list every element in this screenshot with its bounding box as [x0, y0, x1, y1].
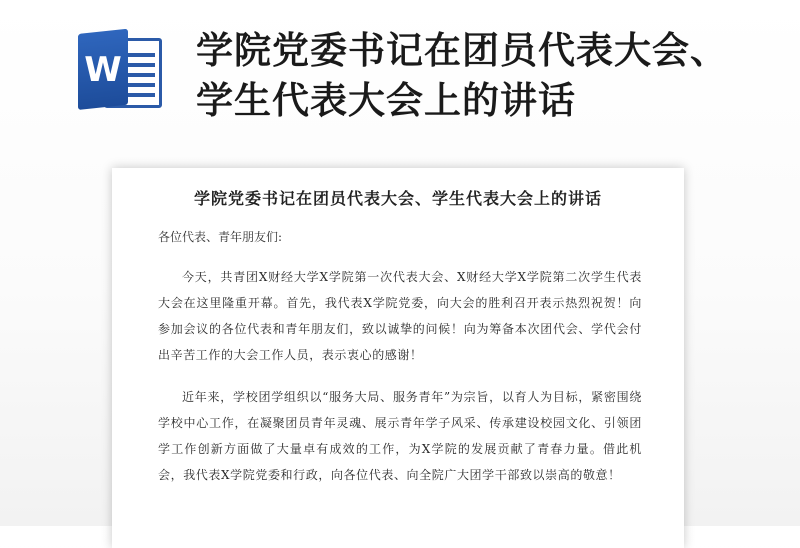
word-document-icon: [78, 34, 164, 110]
document-body: [158, 264, 642, 504]
word-letter: W: [84, 50, 122, 90]
header-banner: [0, 0, 800, 150]
salutation: 各位代表、青年朋友们:: [158, 230, 283, 244]
page-title: 学院党委书记在团员代表大会、学生代表大会上的讲话: [196, 29, 728, 122]
document-page: [112, 168, 684, 548]
document-title: 学院党委书记在团员代表大会、学生代表大会上的讲话: [193, 189, 602, 208]
paragraph: 今天，共青团X财经大学X学院第一次代表大会、X财经大学X学院第二次学生代表大会在这里隆重开幕。首先，我代表X学院党委，向大会的胜利召开表示热烈祝贺！向参加会议的各位代表和青年朋友们，致以诚挚的问候！向为筹备本次团代会、学代会付出辛苦工作的大会工作人员，表示衷心的感谢！: [158, 270, 642, 362]
paragraph: 近年来，学校团学组织以“服务大局、服务青年”为宗旨，以育人为目标，紧密围绕学校中心工作，在凝聚团员青年灵魂、展示青年学子风采、传承建设校园文化、引领团学工作创新方面做了大量卓有成效的工作，为X学院的发展贡献了青春力量。借此机会，我代表X学院党委和行政，向各位代表、向全院广大团学干部致以崇高的敬意！: [158, 390, 642, 482]
